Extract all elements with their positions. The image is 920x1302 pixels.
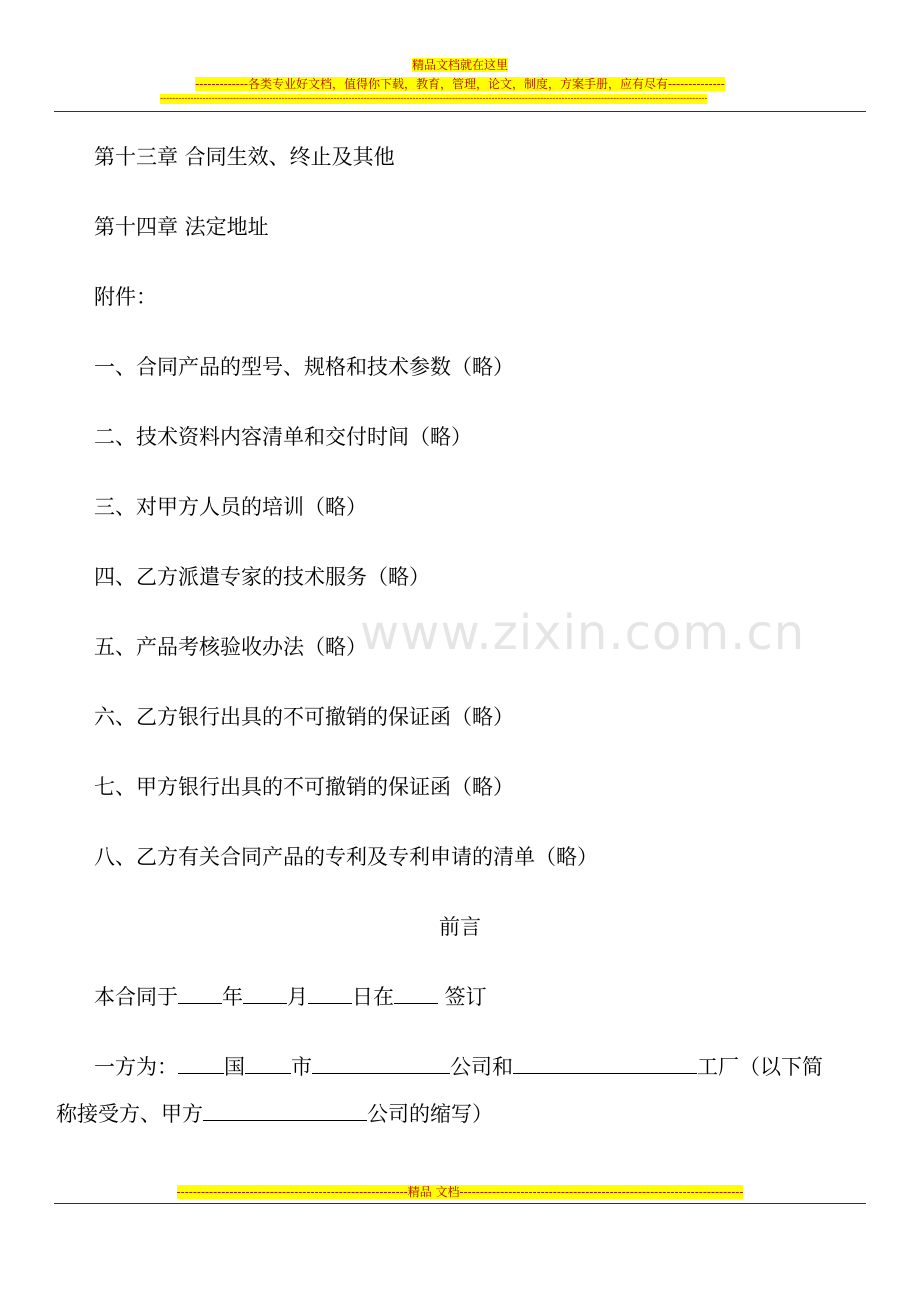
- header-subtitle-text: -------------各类专业好文档，值得你下载，教育，管理，论文，制度，方案手册，应有尽有--------------: [195, 77, 725, 91]
- party-text: 称接受方、甲方: [56, 1102, 203, 1126]
- chapter-14-heading: 第十四章 法定地址: [94, 215, 269, 239]
- signing-text: 日在: [352, 985, 394, 1009]
- footer-rule: [54, 1203, 866, 1204]
- signing-text: 签订: [438, 985, 487, 1009]
- attachments-label: 附件：: [94, 285, 157, 309]
- year-blank: [178, 983, 222, 1004]
- footer-banner: [0, 1184, 920, 1200]
- party-text: 公司和: [450, 1055, 513, 1079]
- header-title: [0, 57, 920, 73]
- header-subtitle: [0, 76, 920, 92]
- attachment-item: 一、合同产品的型号、规格和技术参数（略）: [94, 355, 514, 379]
- party-text: 国: [224, 1055, 245, 1079]
- party-text: 市: [291, 1055, 312, 1079]
- factory-blank: [513, 1053, 697, 1074]
- place-blank: [394, 983, 438, 1004]
- attachment-item: 二、技术资料内容清单和交付时间（略）: [94, 425, 472, 449]
- city-blank: [245, 1053, 291, 1074]
- header-title-text: 精品文档就在这里: [411, 58, 508, 72]
- header-dash-line: [160, 94, 760, 104]
- preface-title: 前言: [439, 915, 481, 939]
- party-text: 一方为：: [94, 1055, 178, 1079]
- attachment-item: 三、对甲方人员的培训（略）: [94, 495, 367, 519]
- footer-text: ---------------------------------------------------------精品 文档----------------------------------------------------------------------: [176, 1185, 744, 1199]
- day-blank: [308, 983, 352, 1004]
- party-line-continued: [56, 1100, 493, 1128]
- month-blank: [243, 983, 287, 1004]
- attachment-item: 五、产品考核验收办法（略）: [94, 635, 367, 659]
- attachment-item: 八、乙方有关合同产品的专利及专利申请的清单（略）: [94, 845, 598, 869]
- abbreviation-blank: [203, 1100, 367, 1121]
- party-line: [94, 1053, 823, 1081]
- signing-text: 月: [287, 985, 308, 1009]
- header-rule: [54, 111, 866, 112]
- company-blank: [312, 1053, 450, 1074]
- attachment-item: 六、乙方银行出具的不可撤销的保证函（略）: [94, 705, 514, 729]
- signing-text: 本合同于: [94, 985, 178, 1009]
- watermark: www.zixin.com.cn: [360, 605, 806, 661]
- country-blank: [178, 1053, 224, 1074]
- attachment-item: 四、乙方派遣专家的技术服务（略）: [94, 565, 430, 589]
- party-text: 工厂（以下简: [697, 1055, 823, 1079]
- chapter-13-heading: 第十三章 合同生效、终止及其他: [94, 145, 395, 169]
- header-dash-text: ------------------------------------------------------------------------------------------------------------------------------------------------------------------------------------: [160, 94, 708, 104]
- party-text: 公司的缩写）: [367, 1102, 493, 1126]
- attachment-item: 七、甲方银行出具的不可撤销的保证函（略）: [94, 775, 514, 799]
- signing-text: 年: [222, 985, 243, 1009]
- signing-line: [94, 983, 487, 1011]
